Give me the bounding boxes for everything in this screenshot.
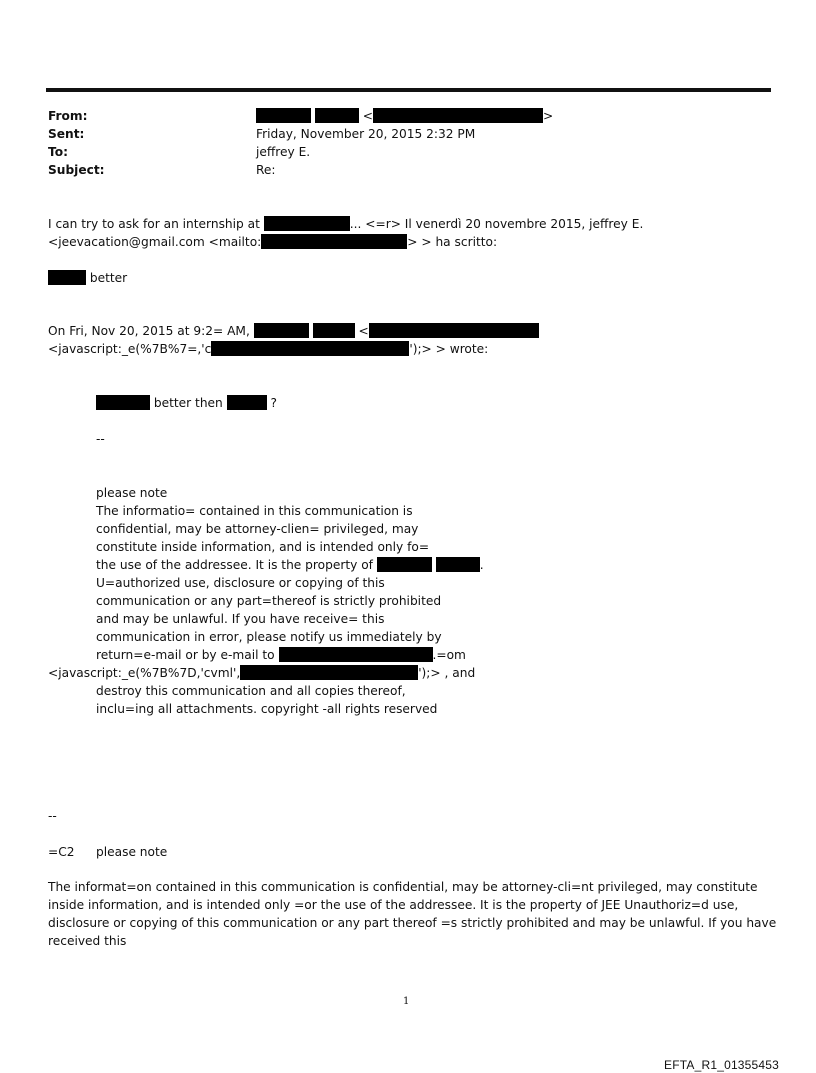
quoted-dashes: --	[96, 432, 105, 446]
disclaimer-line: received this	[48, 934, 127, 948]
from-label: From:	[48, 109, 88, 123]
redaction	[227, 395, 267, 410]
note-line: The informatio= contained in this communication is	[96, 504, 413, 518]
redaction	[313, 323, 355, 338]
redaction	[279, 647, 433, 662]
quoted-question: better then ?	[96, 395, 277, 413]
page-number: 1	[403, 996, 410, 1007]
from-bracket-open: <	[362, 109, 373, 123]
note-line: please note	[96, 486, 168, 500]
redaction	[436, 557, 480, 572]
note-line: communication or any part=thereof is strictly prohibited	[96, 594, 442, 608]
better-line: better	[48, 270, 127, 288]
note-line: constitute inside information, and is intended only fo=	[96, 540, 430, 554]
disclaimer-line: disclosure or copying of this communication or any part thereof =s strictly prohibited and may be unlawful. If you have	[48, 916, 777, 930]
note-line: the use of the addressee. It is the property of .	[96, 558, 484, 572]
from-value	[256, 108, 553, 126]
reply-line-1: I can try to ask for an internship at ... <=r> Il venerdì 20 novembre 2015, jeffrey E.	[48, 217, 644, 231]
subject-value: Re:	[256, 163, 276, 177]
sent-label: Sent:	[48, 127, 85, 141]
redaction	[211, 341, 409, 356]
redaction	[373, 108, 543, 123]
redaction	[256, 108, 311, 123]
redaction	[240, 665, 418, 680]
header-rule	[46, 88, 771, 92]
redaction	[369, 323, 539, 338]
redaction	[377, 557, 432, 572]
subject-label: Subject:	[48, 163, 105, 177]
to-value: jeffrey E.	[256, 145, 311, 159]
redaction	[254, 323, 309, 338]
note-line: communication in error, please notify us immediately by	[96, 630, 442, 644]
on-fri-line: On Fri, Nov 20, 2015 at 9:2= AM, <	[48, 323, 539, 341]
note-line: confidential, may be attorney-clien= privileged, may	[96, 522, 419, 536]
redaction	[315, 108, 359, 123]
sent-value: Friday, November 20, 2015 2:32 PM	[256, 127, 476, 141]
redaction	[261, 234, 407, 249]
disclaimer-line: The informat=on contained in this communication is confidential, may be attorney-cli=nt privileged, may constitute	[48, 880, 758, 894]
to-label: To:	[48, 145, 68, 159]
signature-dashes: --	[48, 809, 57, 823]
reply-line-2: <jeevacation@gmail.com <mailto: > > ha scritto:	[48, 235, 498, 249]
c2-note: please note	[96, 845, 168, 859]
c2-label: =C2	[48, 845, 75, 859]
from-bracket-close: >	[542, 109, 554, 123]
note-line: destroy this communication and all copies thereof,	[96, 684, 406, 698]
note-line: inclu=ing all attachments. copyright -all rights reserved	[96, 702, 438, 716]
redaction	[48, 270, 86, 285]
note-line: return=e-mail or by e-mail to .=om	[96, 648, 466, 662]
note-line: U=authorized use, disclosure or copying of this	[96, 576, 385, 590]
redaction	[264, 216, 350, 231]
javascript-line: <javascript:_e(%7B%7=,'c ');> > wrote:	[48, 342, 489, 356]
javascript-line-2: <javascript:_e(%7B%7D,'cvml', ');> , and	[48, 666, 476, 680]
note-line: and may be unlawful. If you have receive= this	[96, 612, 385, 626]
bates-reference: EFTA_R1_01355453	[664, 1058, 780, 1072]
redaction	[96, 395, 150, 410]
disclaimer-line: inside information, and is intended only =or the use of the addressee. It is the property of JEE Unauthoriz=d use,	[48, 898, 739, 912]
